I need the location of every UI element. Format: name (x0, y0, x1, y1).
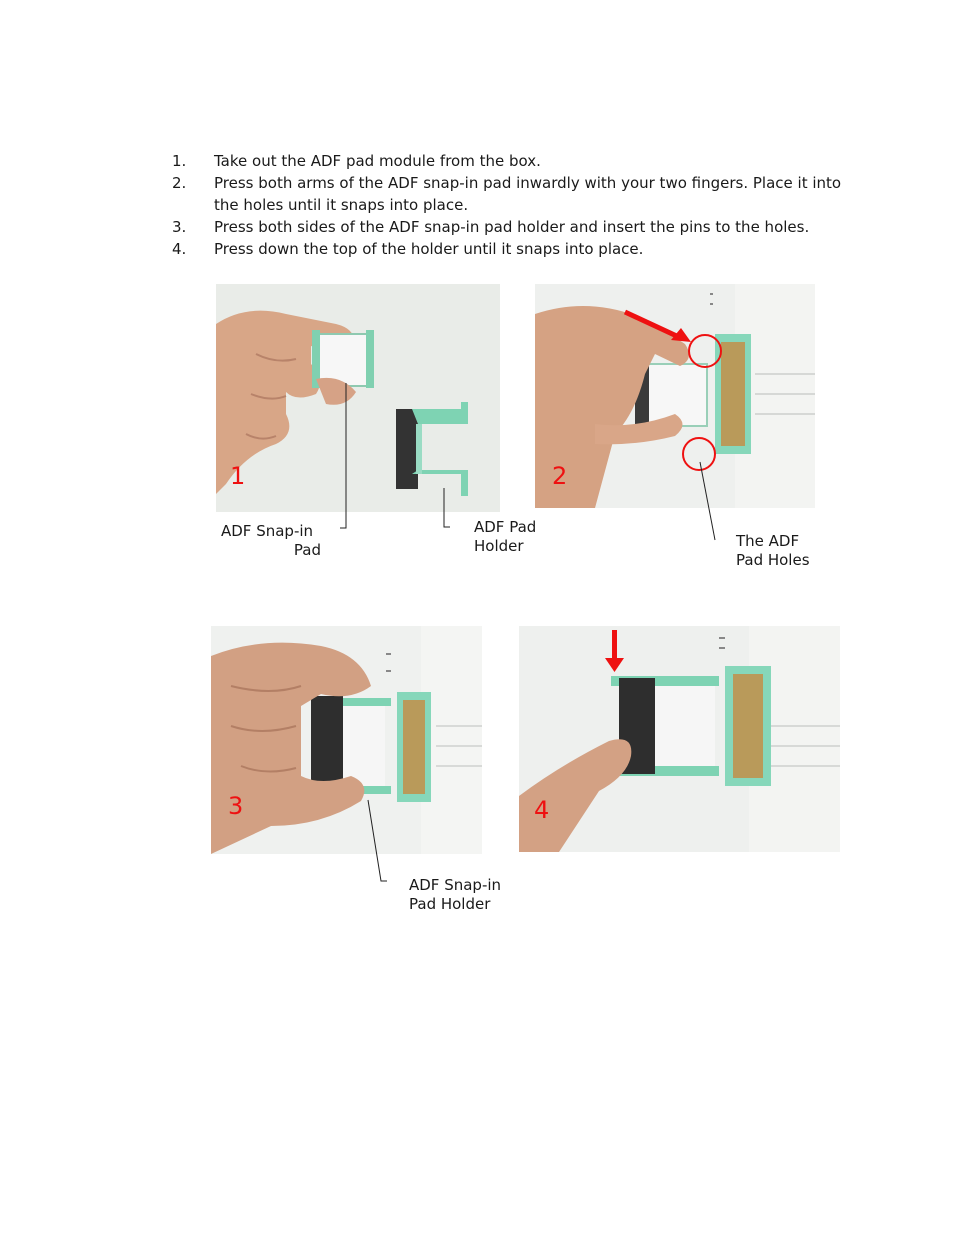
photo-1-illustration (216, 284, 500, 512)
step-item (172, 216, 852, 238)
photo-4-illustration (519, 626, 840, 852)
photo-step-3 (211, 626, 482, 854)
step-item (172, 150, 852, 172)
step-text: Press both sides of the ADF snap-in pad holder and insert the pins to the holes. (214, 218, 810, 236)
step-number: 3. (172, 218, 187, 236)
caption-pad-holes (736, 532, 810, 570)
step-item (172, 172, 852, 216)
photo-step-4 (519, 626, 840, 852)
photo-number-badge: 3 (228, 792, 244, 820)
photo-number-badge: 1 (230, 462, 246, 490)
caption-line: Pad (293, 541, 321, 559)
step-text: Press down the top of the holder until it snaps into place. (214, 240, 644, 258)
photo-number-badge: 2 (552, 462, 568, 490)
instruction-steps (172, 150, 852, 260)
caption-snap-in-pad (221, 522, 321, 560)
step-text: Press both arms of the ADF snap-in pad inwardly with your two fingers. Place it into the holes until it snaps into place. (214, 174, 842, 214)
step-number: 2. (172, 174, 187, 192)
step-number: 4. (172, 240, 187, 258)
caption-snap-in-pad-holder (409, 876, 501, 914)
step-number: 1. (172, 152, 187, 170)
caption-line: ADF Snap-in (221, 522, 314, 540)
caption-line: Holder (474, 537, 524, 555)
step-text: Take out the ADF pad module from the box. (214, 152, 541, 170)
caption-line: Pad Holder (409, 895, 491, 913)
caption-line: ADF Pad (474, 518, 537, 536)
photo-step-2 (535, 284, 815, 508)
photo-3-illustration (211, 626, 482, 854)
photo-step-1 (216, 284, 500, 512)
photo-number-badge: 4 (534, 796, 550, 824)
caption-line: Pad Holes (736, 551, 810, 569)
caption-pad-holder (474, 518, 536, 556)
caption-line: ADF Snap-in (409, 876, 502, 894)
step-item (172, 238, 852, 260)
caption-line: The ADF (736, 532, 800, 550)
photo-2-illustration (535, 284, 815, 508)
